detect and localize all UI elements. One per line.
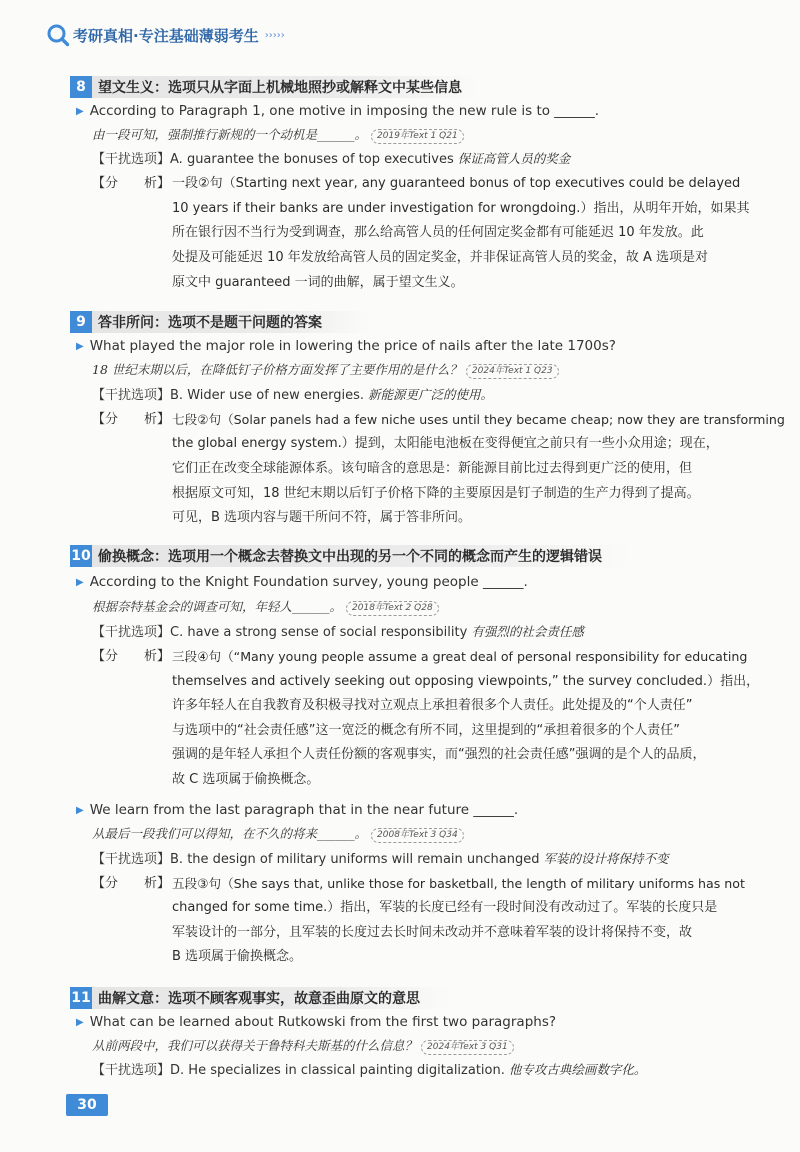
triangle-bullet-icon: ▶: [76, 341, 84, 352]
analysis-line: changed for some time.）指出，军装的长度已经有一段时间没有改动过了。军装的长度只是: [172, 900, 718, 915]
distractor-option: 【干扰选项】C. have a strong sense of social responsibility 有强烈的社会责任感: [92, 624, 584, 640]
brand-title: 考研真相·专注基础薄弱考生: [73, 26, 259, 45]
analysis-line: 故 C 选项属于偷换概念。: [172, 772, 320, 787]
analysis-line: 处提及可能延迟 10 年发放给高管人员的固定奖金，并非保证高管人员的奖金，故 A 选项是对: [172, 250, 708, 265]
section-title: 偷换概念：选项用一个概念去替换文中出现的另一个不同的概念而产生的逻辑错误: [98, 549, 602, 565]
analysis-line: 10 years if their banks are under investigation for wrongdoing.）指出，从明年开始，如果其: [172, 201, 750, 216]
section-title: 曲解文意：选项不顾客观事实，故意歪曲原文的意思: [98, 991, 420, 1007]
analysis-line: 它们正在改变全球能源体系。该句暗含的意思是：新能源目前比过去得到更广泛的使用，但: [172, 461, 693, 476]
question: ▶ According to Paragraph 1, one motive in imposing the new rule is to ______.: [76, 103, 600, 119]
analysis-line: 根据原文可知，18 世纪末期以后钉子价格下降的主要原因是钉子制造的生产力得到了提高。: [172, 486, 700, 501]
section-number: 9: [70, 311, 92, 333]
analysis-label: 【分 析】: [92, 876, 171, 891]
source-tag: 2019年Text 1 Q21: [371, 129, 464, 144]
distractor-option: 【干扰选项】D. He specializes in classical painting digitalization. 他专攻古典绘画数字化。: [92, 1062, 647, 1078]
section-number: 10: [70, 545, 92, 567]
question: ▶ What played the major role in lowering the price of nails after the late 1700s?: [76, 338, 616, 354]
analysis-line: 与选项中的“社会责任感”这一宽泛的概念有所不同，这里提到的“承担着很多的个人责任”: [172, 723, 680, 738]
analysis-line: 七段②句（Solar panels had a few niche uses until they became cheap; now they are transforming: [172, 412, 785, 427]
section-11-header: [70, 987, 450, 1009]
analysis-line: 许多年轻人在自我教育及积极寻找对立观点上承担着很多个人责任。此处提及的“个人责任”: [172, 698, 693, 713]
source-tag: 2024年Text 3 Q31: [421, 1040, 514, 1055]
analysis-line: 一段②句（Starting next year, any guaranteed bonus of top executives could be delayed: [172, 176, 741, 191]
question-translation: 由一段可知，强制推行新规的一个动机是______。 2019年Text 1 Q21: [92, 124, 464, 146]
question: ▶ According to the Knight Foundation survey, young people ______.: [76, 574, 528, 590]
question-translation: 根据奈特基金会的调查可知，年轻人______。 2018年Text 2 Q28: [92, 596, 439, 618]
page-number: 30: [66, 1094, 108, 1116]
distractor-option: 【干扰选项】A. guarantee the bonuses of top executives 保证高管人员的奖金: [92, 151, 571, 167]
section-9-header: [70, 311, 370, 333]
triangle-bullet-icon: ▶: [76, 106, 84, 117]
triangle-bullet-icon: ▶: [76, 577, 84, 588]
section-8-header: [70, 76, 478, 98]
source-tag: 2008年Text 3 Q34: [371, 828, 464, 843]
analysis-line: the global energy system.）提到，太阳能电池板在变得便宜之前只有一些小众用途；现在，: [172, 436, 719, 451]
question: ▶ What can be learned about Rutkowski from the first two paragraphs?: [76, 1014, 557, 1030]
section-number: 11: [70, 987, 92, 1009]
analysis-line: B 选项属于偷换概念。: [172, 949, 303, 964]
analysis-line: 强调的是年轻人承担个人责任份额的客观事实，而“强烈的社会责任感”强调的是个人的品质，: [172, 747, 706, 762]
analysis-label: 【分 析】: [92, 176, 171, 191]
analysis-label: 【分 析】: [92, 649, 171, 664]
header-brand: [46, 22, 285, 48]
analysis-line: 五段③句（She says that, unlike those for basketball, the length of military uniforms has not: [172, 876, 745, 891]
question: ▶ We learn from the last paragraph that in the near future ______.: [76, 802, 519, 818]
question-translation: 从前两段中，我们可以获得关于鲁特科夫斯基的什么信息？ 2024年Text 3 Q31: [92, 1035, 514, 1057]
section-title: 望文生义：选项只从字面上机械地照抄或解释文中某些信息: [98, 80, 462, 96]
analysis-line: 可见，B 选项内容与题干所问不符，属于答非所问。: [172, 510, 472, 525]
triangle-bullet-icon: ▶: [76, 805, 84, 816]
analysis-line: 军装设计的一部分，且军装的长度过去长时间未改动并不意味着军装的设计将保持不变，故: [172, 925, 693, 940]
section-10-header: [70, 545, 630, 567]
analysis-line: 三段④句（“Many young people assume a great deal of personal responsibility for educating: [172, 649, 748, 664]
source-tag: 2018年Text 2 Q28: [346, 601, 439, 616]
section-title: 答非所问：选项不是题干问题的答案: [98, 315, 322, 331]
chevrons-icon: ›››››: [264, 29, 285, 41]
question-translation: 18 世纪末期以后，在降低钉子价格方面发挥了主要作用的是什么？ 2024年Text 1 Q23: [92, 359, 559, 381]
section-number: 8: [70, 76, 92, 98]
search-magnifier-icon: [46, 23, 70, 47]
distractor-option: 【干扰选项】B. the design of military uniforms will remain unchanged 军装的设计将保持不变: [92, 851, 669, 867]
analysis-label: 【分 析】: [92, 412, 171, 427]
analysis-line: themselves and actively seeking out opposing viewpoints,” the survey concluded.）指出，: [172, 674, 760, 689]
distractor-option: 【干扰选项】B. Wider use of new energies. 新能源更广泛的使用。: [92, 387, 494, 403]
source-tag: 2024年Text 1 Q23: [466, 364, 559, 379]
analysis-line: 所在银行因不当行为受到调查，那么给高管人员的任何固定奖金都有可能延迟 10 年发放。此: [172, 225, 704, 240]
analysis-line: 原文中 guaranteed 一词的曲解，属于望文生义。: [172, 275, 464, 290]
triangle-bullet-icon: ▶: [76, 1017, 84, 1028]
question-translation: 从最后一段我们可以得知，在不久的将来______。 2008年Text 3 Q34: [92, 823, 464, 845]
